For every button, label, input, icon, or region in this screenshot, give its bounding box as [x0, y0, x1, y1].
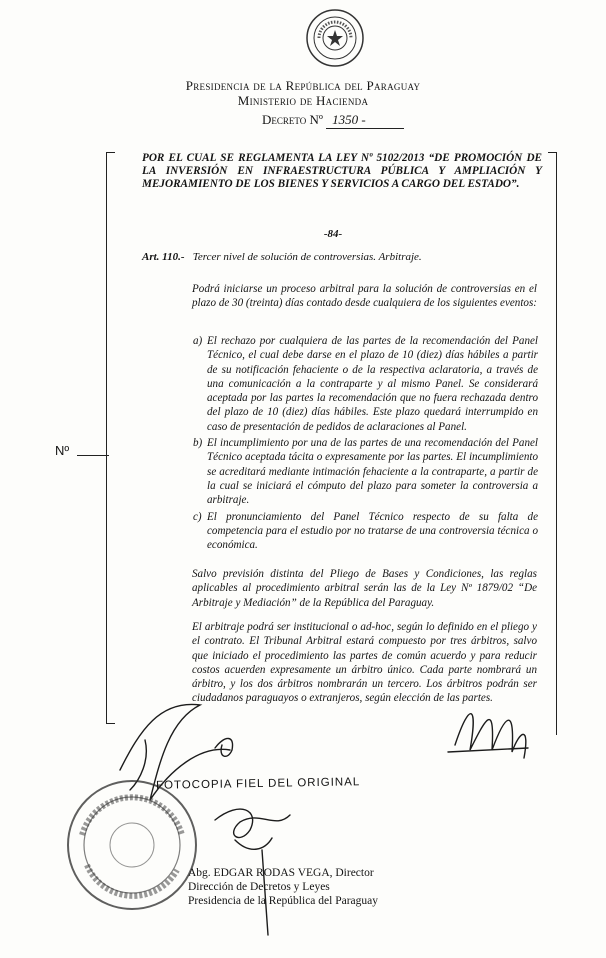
decreto-line [262, 112, 404, 129]
list-item-text: El pronunciamiento del Panel Técnico respecto de su falta de competencia para el estudio por no tratarse de una controversia técnica o económica. [207, 510, 538, 552]
header-presidency: Presidencia de la República del Paraguay [185, 78, 421, 93]
certified-copy-stamp: FOTOCOPIA FIEL DEL ORIGINAL [155, 776, 361, 792]
paragraph-2: Salvo previsión distinta del Pliego de Bases y Condiciones, las reglas aplicables al procedimiento arbitral serán las de la Ley Nº 1879/02 “De Arbitraje y Mediación” de la República del Paraguay. [192, 568, 537, 609]
page-number: -84- [323, 228, 343, 240]
list-item-label: c) [193, 510, 202, 523]
signatory-name: Abg. EDGAR RODAS VEGA, Director [188, 867, 374, 879]
signatory-institution: Presidencia de la República del Paraguay [188, 895, 378, 907]
list-item [193, 436, 538, 507]
events-list [193, 334, 538, 554]
list-item [193, 334, 538, 434]
header-ministry: Ministerio de Hacienda [237, 93, 369, 108]
list-item [193, 510, 538, 553]
decreto-label: Decreto Nº [262, 112, 323, 127]
margin-number-line [77, 455, 109, 456]
list-item-label: b) [193, 437, 203, 450]
list-item-text: El incumplimiento por una de las partes de una recomendación del Panel Técnico aceptada tácita o expresamente por las partes. El incumplimiento se acreditará mediante intimación fehaciente a la contraparte, a partir de la cual se iniciará el cómputo del plazo para someter la controversia a arbitraje. [207, 437, 538, 507]
decreto-number: 1350 - [326, 112, 404, 129]
signatory-office: Dirección de Decretos y Leyes [188, 881, 330, 893]
margin-number-label: Nº [55, 443, 70, 458]
list-item-label: a) [193, 335, 203, 347]
national-seal-icon [305, 8, 365, 68]
article-heading [142, 251, 422, 263]
list-item-text: El rechazo por cualquiera de las partes de la recomendación del Panel Técnico, el cual debe darse en el plazo de 10 (diez) días hábiles a partir de su notificación fehaciente o de la respectiva aclaratoria, a través de una comunicación a la contraparte y al mismo Panel. Se considerará aceptada por las partes la recomendación que no fuera rechazada dentro del plazo de 10 (diez) días hábiles. Este plazo quedará interrumpido en caso de presentación de pedidos de aclaraciones al Panel. [207, 335, 538, 433]
article-title: Tercer nivel de solución de controversias. Arbitraje. [192, 251, 422, 263]
official-stamp-icon [62, 775, 202, 915]
signatory-block [188, 866, 378, 908]
paragraph-3: El arbitraje podrá ser institucional o ad-hoc, según lo definido en el pliego y el contrato. El Tribunal Arbitral estará compuesto por tres árbitros, salvo que iniciado el procedimiento las partes de común acuerdo y para reducir costos acuerden expresamente un árbitro único. Cada parte nombrará un árbitro, y los dos árbitros nombrarán un tercero. Los árbitros podrán ser ciudadanos paraguayos o extranjeros, según elección de las partes. [192, 621, 537, 705]
article-number: Art. 110.- [142, 251, 185, 263]
decree-title: POR EL CUAL SE REGLAMENTA LA LEY Nº 5102/2013 “DE PROMOCIÓN DE LA INVERSIÓN EN INFRAESTRUCTURA PÚBLICA Y AMPLIACIÓN Y MEJORAMIENTO DE LOS BIENES Y SERVICIOS A CARGO DEL ESTADO”. [142, 152, 542, 191]
paragraph-1: Podrá iniciarse un proceso arbitral para la solución de controversias en el plazo de 30 (treinta) días contado desde cualquiera de los siguientes eventos: [192, 283, 537, 310]
